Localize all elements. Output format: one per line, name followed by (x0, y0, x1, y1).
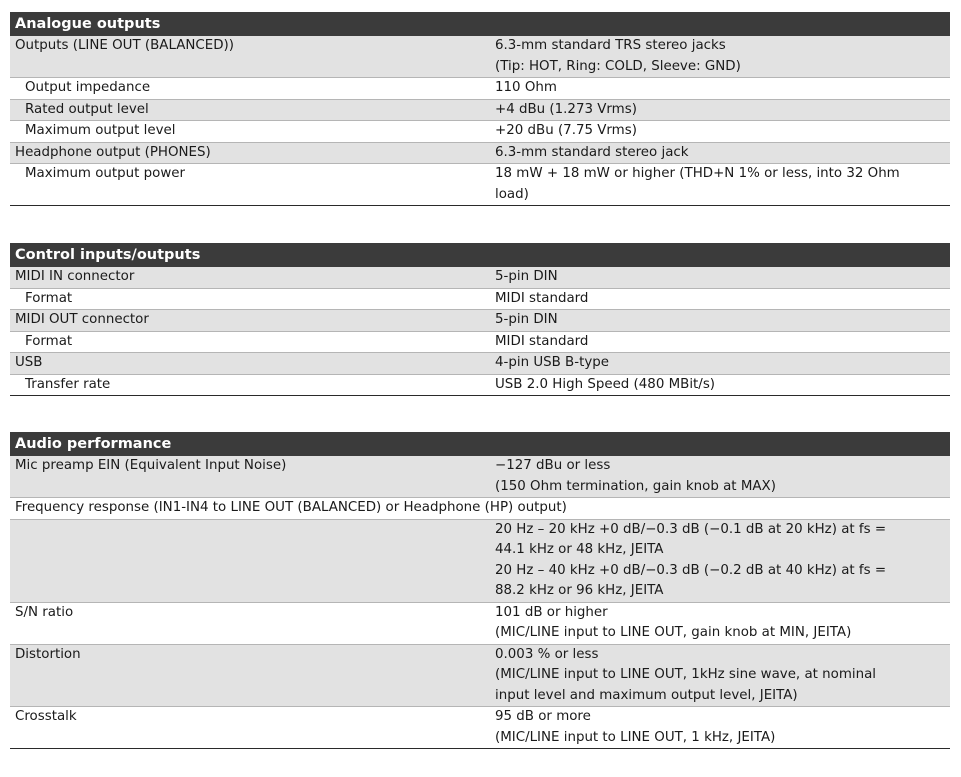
spec-value: 5-pin DIN (495, 312, 558, 327)
audio-performance-section (10, 432, 950, 749)
table-row (10, 375, 950, 397)
table-row (10, 164, 950, 206)
spec-label: Format (25, 333, 73, 349)
spec-value: 20 Hz – 20 kHz +0 dB/−0.3 dB (−0.1 dB at 20 kHz) at fs = 44.1 kHz or 48 kHz, JEITA 20 Hz – 40 kHz +0 dB/−0.3 dB (−0.2 dB at 40 kHz) at fs = 88.2 kHz or 96 kHz, JEITA (495, 521, 887, 598)
spec-label: Maximum output level (25, 123, 176, 138)
spec-value: −127 dBu or less (150 Ohm termination, gain knob at MAX) (495, 458, 776, 494)
spec-label: Distortion (15, 646, 81, 662)
spec-label: Headphone output (PHONES) (15, 144, 211, 160)
table-row (10, 100, 950, 122)
spec-label: Outputs (LINE OUT (BALANCED)) (15, 38, 234, 53)
spec-value: MIDI standard (495, 333, 589, 349)
spec-value: +20 dBu (7.75 Vrms) (495, 123, 637, 138)
table-row (10, 310, 950, 332)
spec-label: Maximum output power (25, 166, 186, 181)
table-row (10, 267, 950, 289)
spec-value: 4-pin USB B-type (495, 355, 609, 370)
table-row (10, 707, 950, 749)
table-row (10, 603, 950, 645)
table-row (10, 78, 950, 100)
control-io-section (10, 243, 950, 396)
table-row (10, 121, 950, 143)
section-header: Analogue outputs (10, 12, 950, 36)
spec-label: Mic preamp EIN (Equivalent Input Noise) (15, 458, 287, 473)
spec-value: 101 dB or higher (MIC/LINE input to LINE OUT, gain knob at MIN, JEITA) (495, 604, 852, 640)
spec-label: USB (15, 355, 43, 370)
spec-label: Rated output level (25, 101, 149, 117)
spec-label: Transfer rate (25, 376, 111, 392)
spec-label: Frequency response (IN1-IN4 to LINE OUT (BALANCED) or Headphone (HP) output) (15, 500, 567, 515)
table-row (10, 645, 950, 708)
spec-value: MIDI standard (495, 290, 589, 306)
spec-value: USB 2.0 High Speed (480 MBit/s) (495, 376, 716, 392)
spec-value: 5-pin DIN (495, 269, 558, 284)
table-row (10, 498, 950, 520)
section-header: Control inputs/outputs (10, 243, 950, 267)
spec-label: MIDI OUT connector (15, 312, 149, 327)
table-row (10, 332, 950, 354)
spec-value: 6.3-mm standard stereo jack (495, 144, 689, 160)
spec-label: S/N ratio (15, 604, 74, 620)
table-row (10, 36, 950, 78)
spec-value: 0.003 % or less (MIC/LINE input to LINE OUT, 1kHz sine wave, at nominal input level and maximum output level, JEITA) (495, 646, 877, 703)
spec-label: MIDI IN connector (15, 269, 135, 284)
table-row (10, 353, 950, 375)
table-row (10, 520, 950, 603)
spec-label: Crosstalk (15, 709, 77, 724)
spec-label: Format (25, 290, 73, 306)
spec-value: +4 dBu (1.273 Vrms) (495, 101, 637, 117)
spec-value: 18 mW + 18 mW or higher (THD+N 1% or less, into 32 Ohm load) (495, 166, 900, 202)
spec-value: 95 dB or more (MIC/LINE input to LINE OUT, 1 kHz, JEITA) (495, 709, 776, 745)
section-header: Audio performance (10, 432, 950, 456)
spec-label: Output impedance (25, 80, 151, 95)
analogue-outputs-section (10, 12, 950, 206)
spec-label-empty (10, 520, 490, 602)
table-row (10, 456, 950, 498)
table-row (10, 143, 950, 165)
table-row (10, 289, 950, 311)
spec-value: 110 Ohm (495, 80, 557, 95)
spec-value: 6.3-mm standard TRS stereo jacks (Tip: HOT, Ring: COLD, Sleeve: GND) (495, 38, 741, 74)
